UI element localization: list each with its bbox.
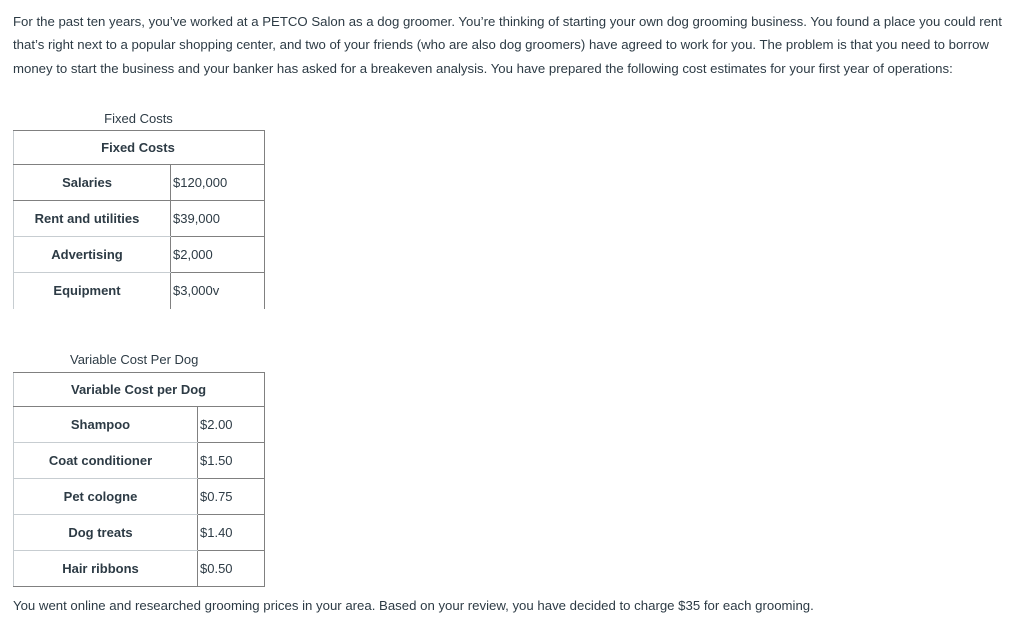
variable-cost-value-coat-conditioner: $1.50 <box>198 443 265 479</box>
table-row <box>14 479 265 515</box>
table-row <box>14 515 265 551</box>
intro-paragraph: For the past ten years, you’ve worked at a PETCO Salon as a dog groomer. You’re thinking of starting your own dog grooming business. You found a place you could rent that’s right next to a popular shopping center, and two of your friends (who are also dog groomers) have agreed to work for you. The problem is that you need to borrow money to start the business and your banker has asked for a breakeven analysis. You have prepared the following cost estimates for your first year of operations: <box>13 14 1002 76</box>
fixed-cost-label-equipment: Equipment <box>53 283 121 299</box>
variable-cost-label-dog-treats: Dog treats <box>14 515 198 551</box>
variable-cost-value-pet-cologne: $0.75 <box>198 479 265 515</box>
table-row <box>14 165 265 201</box>
fixed-cost-label-advertising: Advertising <box>14 237 171 273</box>
variable-cost-label-hair-ribbons: Hair ribbons <box>62 561 139 576</box>
table-row <box>14 237 265 273</box>
table-row <box>14 273 265 309</box>
fixed-cost-value-advertising: $2,000 <box>171 237 265 273</box>
variable-costs-caption: Variable Cost Per Dog <box>70 352 199 367</box>
table-row <box>14 551 265 587</box>
variable-costs-header-row <box>14 373 265 407</box>
variable-cost-label-coat-conditioner: Coat conditioner <box>14 443 198 479</box>
variable-costs-header: Variable Cost per Dog <box>14 373 265 407</box>
variable-costs-table <box>13 372 265 587</box>
fixed-cost-value-salaries: $120,000 <box>171 165 265 201</box>
fixed-costs-caption: Fixed Costs <box>104 111 173 126</box>
table-row <box>14 201 265 237</box>
fixed-costs-header: Fixed Costs <box>14 131 265 165</box>
table-row <box>14 443 265 479</box>
fixed-costs-table <box>13 130 265 309</box>
fixed-cost-label-salaries: Salaries <box>14 165 171 201</box>
variable-cost-label-shampoo: Shampoo <box>14 407 198 443</box>
variable-cost-value-dog-treats: $1.40 <box>198 515 265 551</box>
outro-paragraph: You went online and researched grooming prices in your area. Based on your review, you have decided to charge $35 for each grooming. <box>13 598 814 613</box>
variable-cost-value-hair-ribbons: $0.50 <box>198 551 265 587</box>
variable-cost-label-pet-cologne: Pet cologne <box>14 479 198 515</box>
table-row <box>14 407 265 443</box>
variable-cost-value-shampoo: $2.00 <box>198 407 265 443</box>
fixed-cost-value-equipment: $3,000v <box>171 273 265 309</box>
fixed-cost-value-rent: $39,000 <box>171 201 265 237</box>
fixed-cost-label-rent: Rent and utilities <box>14 201 171 237</box>
fixed-costs-header-row <box>14 131 265 165</box>
